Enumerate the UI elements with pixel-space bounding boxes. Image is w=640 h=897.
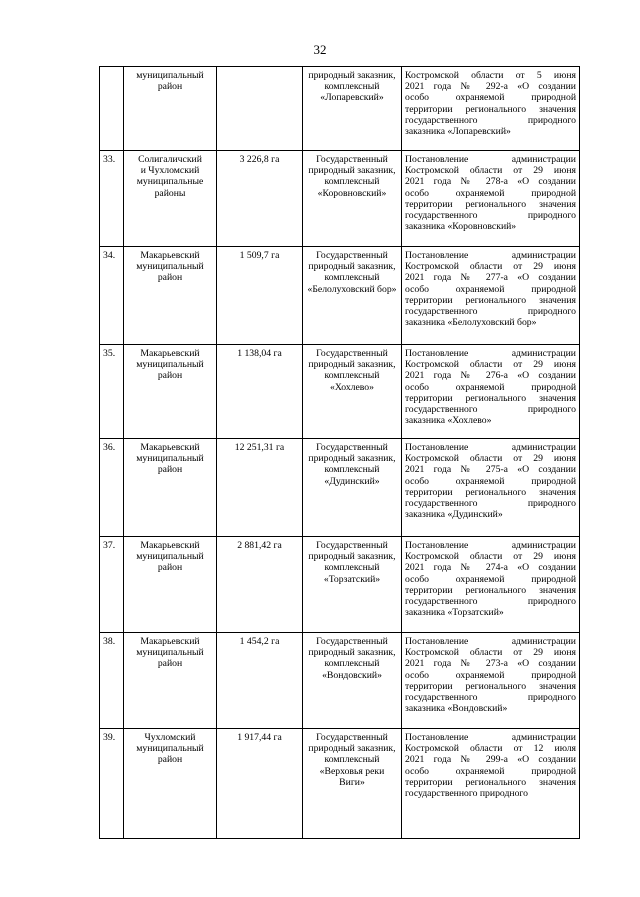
document-cell bbox=[402, 67, 580, 151]
municipality-line: Макарьевский bbox=[140, 540, 200, 551]
document-cell bbox=[402, 151, 580, 247]
name-cell bbox=[303, 247, 402, 345]
name-line: Государственный bbox=[316, 250, 388, 261]
municipality-cell bbox=[124, 67, 217, 151]
name-line: «Лопаревский» bbox=[320, 92, 384, 104]
document-line: Постановление администрации bbox=[405, 540, 576, 551]
document-line: территории регионального значения bbox=[405, 486, 576, 498]
municipality-line: Солигаличский bbox=[138, 154, 202, 165]
table-row bbox=[100, 729, 580, 839]
document-line: государственного природного bbox=[405, 306, 576, 318]
table-body bbox=[100, 67, 580, 839]
municipality-line: район bbox=[157, 370, 183, 382]
municipality-cell bbox=[124, 247, 217, 345]
table-row bbox=[100, 247, 580, 345]
municipality-line: район bbox=[157, 464, 183, 476]
area-cell: 12 251,31 га bbox=[217, 439, 303, 537]
municipality-line: район bbox=[157, 658, 183, 670]
document-line: особо охраняемой природной bbox=[405, 475, 576, 487]
name-line: комплексный bbox=[324, 176, 380, 188]
name-cell bbox=[303, 537, 402, 633]
name-cell bbox=[303, 67, 402, 151]
document-line: особо охраняемой природной bbox=[405, 283, 576, 295]
municipality-line: муниципальный bbox=[136, 261, 204, 273]
municipality-line: район bbox=[157, 81, 183, 93]
name-line: «Верховья реки bbox=[319, 765, 385, 777]
area-cell: 2 881,42 га bbox=[217, 537, 303, 633]
municipality-line: муниципальные bbox=[136, 176, 204, 188]
municipality-line: муниципальный bbox=[136, 453, 204, 465]
municipality-cell bbox=[124, 537, 217, 633]
municipality-line: Макарьевский bbox=[140, 348, 200, 359]
name-line: комплексный bbox=[324, 81, 380, 93]
document-line: территории регионального значения bbox=[405, 392, 576, 404]
document-line: заказника «Торзатский» bbox=[405, 607, 504, 619]
area-cell: 1 138,04 га bbox=[217, 345, 303, 439]
table-row bbox=[100, 439, 580, 537]
name-line: природный заказник, bbox=[308, 165, 396, 177]
document-line: 2021 года № 277-а «О создании bbox=[405, 272, 576, 284]
municipality-line: Чухломский bbox=[144, 732, 196, 743]
name-line: комплексный bbox=[324, 562, 380, 574]
document-line: государственного природного bbox=[405, 498, 576, 510]
municipality-line: муниципальный bbox=[136, 70, 204, 81]
document-line: территории регионального значения bbox=[405, 776, 576, 788]
document-line: 2021 года № 276-а «О создании bbox=[405, 370, 576, 382]
name-line: комплексный bbox=[324, 754, 380, 766]
document-line: особо охраняемой природной bbox=[405, 92, 576, 104]
name-line: комплексный bbox=[324, 370, 380, 382]
document-line: особо охраняемой природной bbox=[405, 381, 576, 393]
document-line: 2021 года № 278-а «О создании bbox=[405, 176, 576, 188]
document-line: Костромской области от 29 июня bbox=[405, 261, 576, 273]
document-line: государственного природного bbox=[405, 114, 576, 126]
name-line: природный заказник, bbox=[308, 743, 396, 755]
document-line: Костромской области от 5 июня bbox=[405, 70, 576, 81]
row-number: 39. bbox=[100, 729, 124, 839]
municipality-line: муниципальный bbox=[136, 743, 204, 755]
document-line: 2021 года № 292-а «О создании bbox=[405, 81, 576, 93]
municipality-line: муниципальный bbox=[136, 359, 204, 371]
table-row bbox=[100, 537, 580, 633]
name-line: «Дудинский» bbox=[324, 475, 380, 487]
name-line: «Коровновский» bbox=[317, 187, 387, 199]
municipality-line: район bbox=[157, 272, 183, 284]
document-line: Костромской области от 29 июня bbox=[405, 359, 576, 371]
document-line: 2021 года № 274-а «О создании bbox=[405, 562, 576, 574]
document-line: заказника «Коровновский» bbox=[405, 221, 517, 233]
document-line: территории регионального значения bbox=[405, 584, 576, 596]
municipality-line: муниципальный bbox=[136, 551, 204, 563]
document-line: Постановление администрации bbox=[405, 636, 576, 647]
name-line: «Торзатский» bbox=[323, 573, 381, 585]
document-line: особо охраняемой природной bbox=[405, 187, 576, 199]
municipality-cell bbox=[124, 633, 217, 729]
document-line: территории регионального значения bbox=[405, 680, 576, 692]
document-line: 2021 года № 273-а «О создании bbox=[405, 658, 576, 670]
protected-areas-table bbox=[99, 66, 580, 839]
row-number: 35. bbox=[100, 345, 124, 439]
document-cell bbox=[402, 729, 580, 839]
name-line: «Белолуховский бор» bbox=[307, 283, 397, 295]
table-row bbox=[100, 151, 580, 247]
page-number: 32 bbox=[313, 42, 327, 57]
name-line: природный заказник, bbox=[308, 453, 396, 465]
document-line: территории регионального значения bbox=[405, 294, 576, 306]
name-line: «Хохлево» bbox=[329, 381, 374, 393]
document-cell bbox=[402, 439, 580, 537]
name-line: природный заказник, bbox=[308, 261, 396, 273]
document-line: государственного природного bbox=[405, 596, 576, 608]
document-line: 2021 года № 275-а «О создании bbox=[405, 464, 576, 476]
name-line: комплексный bbox=[324, 272, 380, 284]
name-line: Государственный bbox=[316, 348, 388, 359]
municipality-line: район bbox=[157, 754, 183, 766]
document-line: Костромской области от 29 июня bbox=[405, 165, 576, 177]
document-line: особо охраняемой природной bbox=[405, 765, 576, 777]
municipality-line: Макарьевский bbox=[140, 442, 200, 453]
document-line: Постановление администрации bbox=[405, 154, 576, 165]
municipality-line: Макарьевский bbox=[140, 636, 200, 647]
document-line: 2021 года № 299-а «О создании bbox=[405, 754, 576, 766]
area-cell bbox=[217, 67, 303, 151]
name-line: Государственный bbox=[316, 732, 388, 743]
name-line: Государственный bbox=[316, 154, 388, 165]
area-cell: 1 509,7 га bbox=[217, 247, 303, 345]
name-cell bbox=[303, 729, 402, 839]
name-line: комплексный bbox=[324, 464, 380, 476]
name-cell bbox=[303, 345, 402, 439]
document-line: Постановление администрации bbox=[405, 348, 576, 359]
area-cell: 3 226,8 га bbox=[217, 151, 303, 247]
document-line: государственного природного bbox=[405, 404, 576, 416]
row-number bbox=[100, 67, 124, 151]
name-line: «Вондовский» bbox=[322, 669, 382, 681]
area-cell: 1 917,44 га bbox=[217, 729, 303, 839]
municipality-line: районы bbox=[154, 187, 186, 199]
document-cell bbox=[402, 247, 580, 345]
document-line: государственного природного bbox=[405, 788, 529, 800]
document-line: территории регионального значения bbox=[405, 103, 576, 115]
document-line: заказника «Вондовский» bbox=[405, 703, 508, 715]
name-cell bbox=[303, 633, 402, 729]
table-row bbox=[100, 67, 580, 151]
document-line: Костромской области от 29 июня bbox=[405, 647, 576, 659]
document-line: Костромской области от 29 июня bbox=[405, 453, 576, 465]
document-line: территории регионального значения bbox=[405, 198, 576, 210]
name-cell bbox=[303, 151, 402, 247]
document-line: заказника «Хохлево» bbox=[405, 415, 492, 427]
document-line: особо охраняемой природной bbox=[405, 669, 576, 681]
row-number: 34. bbox=[100, 247, 124, 345]
municipality-line: муниципальный bbox=[136, 647, 204, 659]
municipality-cell bbox=[124, 439, 217, 537]
municipality-cell bbox=[124, 345, 217, 439]
name-line: Государственный bbox=[316, 540, 388, 551]
table-row bbox=[100, 345, 580, 439]
row-number: 36. bbox=[100, 439, 124, 537]
document-line: Костромской области от 12 июля bbox=[405, 743, 576, 755]
name-line: комплексный bbox=[324, 658, 380, 670]
row-number: 38. bbox=[100, 633, 124, 729]
document-line: заказника «Лопаревский» bbox=[405, 126, 511, 138]
document-line: заказника «Дудинский» bbox=[405, 509, 503, 521]
municipality-cell bbox=[124, 729, 217, 839]
name-line: Виги» bbox=[339, 776, 365, 788]
area-cell: 1 454,2 га bbox=[217, 633, 303, 729]
municipality-line: район bbox=[157, 562, 183, 574]
document-line: заказника «Белолуховский бор» bbox=[405, 317, 537, 329]
name-line: Государственный bbox=[316, 442, 388, 453]
municipality-line: и Чухломский bbox=[140, 165, 200, 177]
name-line: природный заказник, bbox=[308, 70, 396, 81]
table-row bbox=[100, 633, 580, 729]
document-line: государственного природного bbox=[405, 210, 576, 222]
document-line: государственного природного bbox=[405, 692, 576, 704]
document-line: Постановление администрации bbox=[405, 442, 576, 453]
document-line: Костромской области от 29 июня bbox=[405, 551, 576, 563]
name-line: природный заказник, bbox=[308, 647, 396, 659]
name-line: Государственный bbox=[316, 636, 388, 647]
name-cell bbox=[303, 439, 402, 537]
municipality-cell bbox=[124, 151, 217, 247]
document-cell bbox=[402, 537, 580, 633]
municipality-line: Макарьевский bbox=[140, 250, 200, 261]
name-line: природный заказник, bbox=[308, 359, 396, 371]
document-line: Постановление администрации bbox=[405, 732, 576, 743]
document-line: Постановление администрации bbox=[405, 250, 576, 261]
row-number: 37. bbox=[100, 537, 124, 633]
row-number: 33. bbox=[100, 151, 124, 247]
name-line: природный заказник, bbox=[308, 551, 396, 563]
document-cell bbox=[402, 345, 580, 439]
document-cell bbox=[402, 633, 580, 729]
document-line: особо охраняемой природной bbox=[405, 573, 576, 585]
